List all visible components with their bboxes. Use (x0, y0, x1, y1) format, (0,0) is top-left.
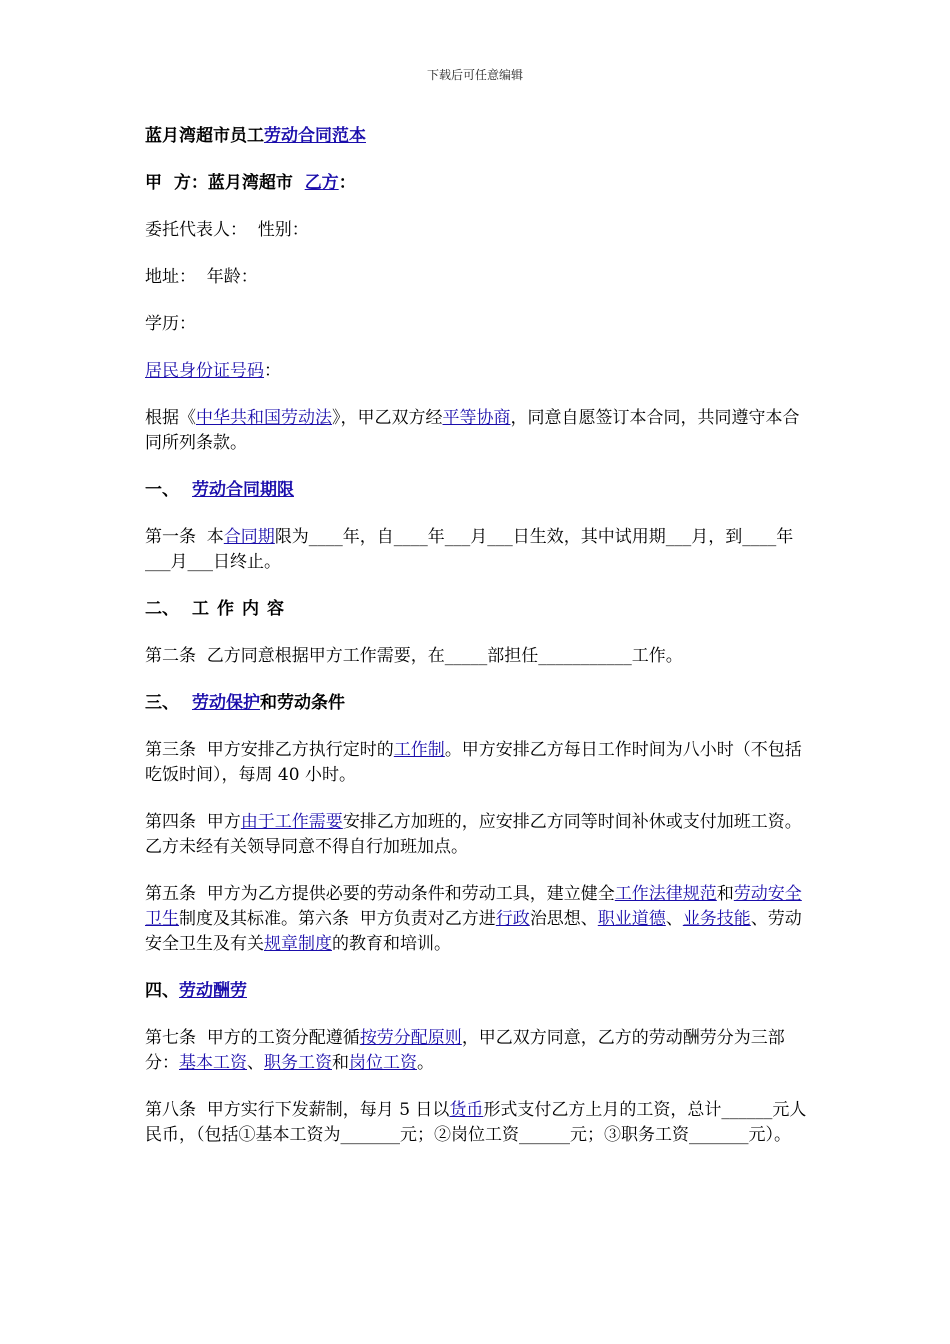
article-8 (145, 1098, 810, 1148)
article-4 (145, 810, 810, 860)
id-number-link[interactable]: 居民身份证号码 (145, 361, 264, 381)
download-note: 下载后可任意编辑 (426, 68, 523, 82)
section-1-number: 一、 (145, 480, 179, 500)
work-law-norms-link[interactable]: 工作法律规范 (614, 884, 717, 904)
party-line (145, 171, 810, 196)
section-3-title-rest: 和劳动条件 (260, 693, 345, 713)
work-needs-link[interactable]: 由于工作需要 (240, 812, 343, 832)
section-2-number: 二、 (145, 599, 179, 619)
section-4-number: 四、 (145, 981, 179, 1001)
article-1 (145, 525, 810, 575)
intro-text-3: ，同意自愿签订本合同，共同遵守本合同所列条款。 (145, 408, 800, 453)
article-7-text-2: ，甲乙双方同意，乙方的劳动酬劳分为三部分： (145, 1028, 785, 1073)
article-7-text-4: 和 (332, 1053, 349, 1073)
id-number-line (145, 359, 810, 384)
education-line: 学历： (145, 314, 196, 334)
work-system-link[interactable]: 工作制 (393, 740, 445, 760)
article-1-text-1: 第一条 本 (145, 527, 224, 547)
article-2: 第二条 乙方同意根据甲方工作需要，在_____部担任___________工作。 (145, 646, 683, 666)
business-skills-link[interactable]: 业务技能 (682, 909, 751, 929)
contract-period-link[interactable]: 合同期 (223, 527, 275, 547)
representative-line: 委托代表人： 性别： (145, 220, 309, 240)
section-1-heading (145, 478, 810, 503)
distribution-principle-link[interactable]: 按劳分配原则 (359, 1028, 462, 1048)
administration-link[interactable]: 行政 (495, 909, 530, 929)
article-5-text-4: 治思想、 (529, 909, 598, 929)
post-wage-link[interactable]: 岗位工资 (349, 1053, 417, 1073)
section-2-heading (145, 597, 810, 622)
intro-text-1: 根据《 (145, 408, 196, 428)
article-3-text-2: 。甲方安排乙方每日工作时间为八小时（不包括吃饭时间），每周 40 小时。 (145, 740, 802, 785)
article-1-text-2: 限为____年，自____年___月___日生效，其中试用期___月，到____年___月___日终止。 (145, 527, 794, 572)
intro-text-2: 》，甲乙双方经 (332, 408, 443, 428)
document-body (145, 124, 810, 1170)
labor-safety-link[interactable]: 劳动安全卫生 (145, 884, 802, 929)
article-5-text-3: 制度及其标准。第六条 甲方负责对乙方进 (179, 909, 496, 929)
basic-wage-link[interactable]: 基本工资 (179, 1053, 247, 1073)
id-colon: ： (264, 361, 281, 381)
article-7-text-1: 第七条 甲方的工资分配遵循 (145, 1028, 360, 1048)
article-3-text-1: 第三条 甲方安排乙方执行定时的 (145, 740, 394, 760)
title-text: 蓝月湾超市员工 (145, 126, 264, 146)
article-5-text-1: 第五条 甲方为乙方提供必要的劳动条件和劳动工具，建立健全 (145, 884, 615, 904)
article-4-text-2: 安排乙方加班的，应安排乙方同等时间补休或支付加班工资。乙方未经有关领导同意不得自行加班加点。 (145, 812, 802, 857)
article-5-text-6: 、劳动安全卫生及有关 (145, 909, 802, 954)
labor-law-link[interactable]: 中华共和国劳动法 (196, 408, 332, 428)
article-5-text-2: 和 (716, 884, 734, 904)
party-b-colon: ： (338, 173, 356, 193)
labor-protection-link[interactable]: 劳动保护 (192, 693, 260, 713)
section-3-number: 三、 (145, 693, 179, 713)
article-3 (145, 738, 810, 788)
title-link[interactable]: 劳动合同范本 (264, 126, 366, 146)
section-3-heading (145, 691, 810, 716)
article-8-text-1: 第八条 甲方实行下发薪制，每月 5 日以 (145, 1100, 450, 1120)
contract-term-link[interactable]: 劳动合同期限 (192, 480, 294, 500)
article-7 (145, 1026, 810, 1076)
currency-link[interactable]: 货币 (449, 1100, 484, 1120)
party-a-label: 甲 方：蓝月湾超市 (145, 173, 305, 193)
labor-remuneration-link[interactable]: 劳动酬劳 (179, 981, 247, 1001)
position-wage-link[interactable]: 职务工资 (264, 1053, 332, 1073)
section-4-heading (145, 979, 810, 1004)
rules-regulations-link[interactable]: 规章制度 (264, 934, 332, 954)
intro-paragraph (145, 406, 810, 456)
article-8-text-2: 形式支付乙方上月的工资，总计______元人民币，（包括①基本工资为_______元；②岗位工资______元；③职务工资_______元）。 (145, 1100, 807, 1145)
article-5 (145, 882, 810, 957)
article-7-text-3: 、 (247, 1053, 264, 1073)
professional-ethics-link[interactable]: 职业道德 (597, 909, 666, 929)
equal-negotiation-link[interactable]: 平等协商 (442, 408, 511, 428)
address-line: 地址： 年龄： (145, 267, 258, 287)
party-b-link[interactable]: 乙方 (304, 173, 339, 193)
article-5-text-7: 的教育和培训。 (332, 934, 451, 954)
document-title (145, 124, 810, 149)
section-2-title: 工作内容 (192, 599, 292, 619)
article-7-text-5: 。 (417, 1053, 434, 1073)
article-5-text-5: 、 (665, 909, 683, 929)
article-4-text-1: 第四条 甲方 (145, 812, 241, 832)
